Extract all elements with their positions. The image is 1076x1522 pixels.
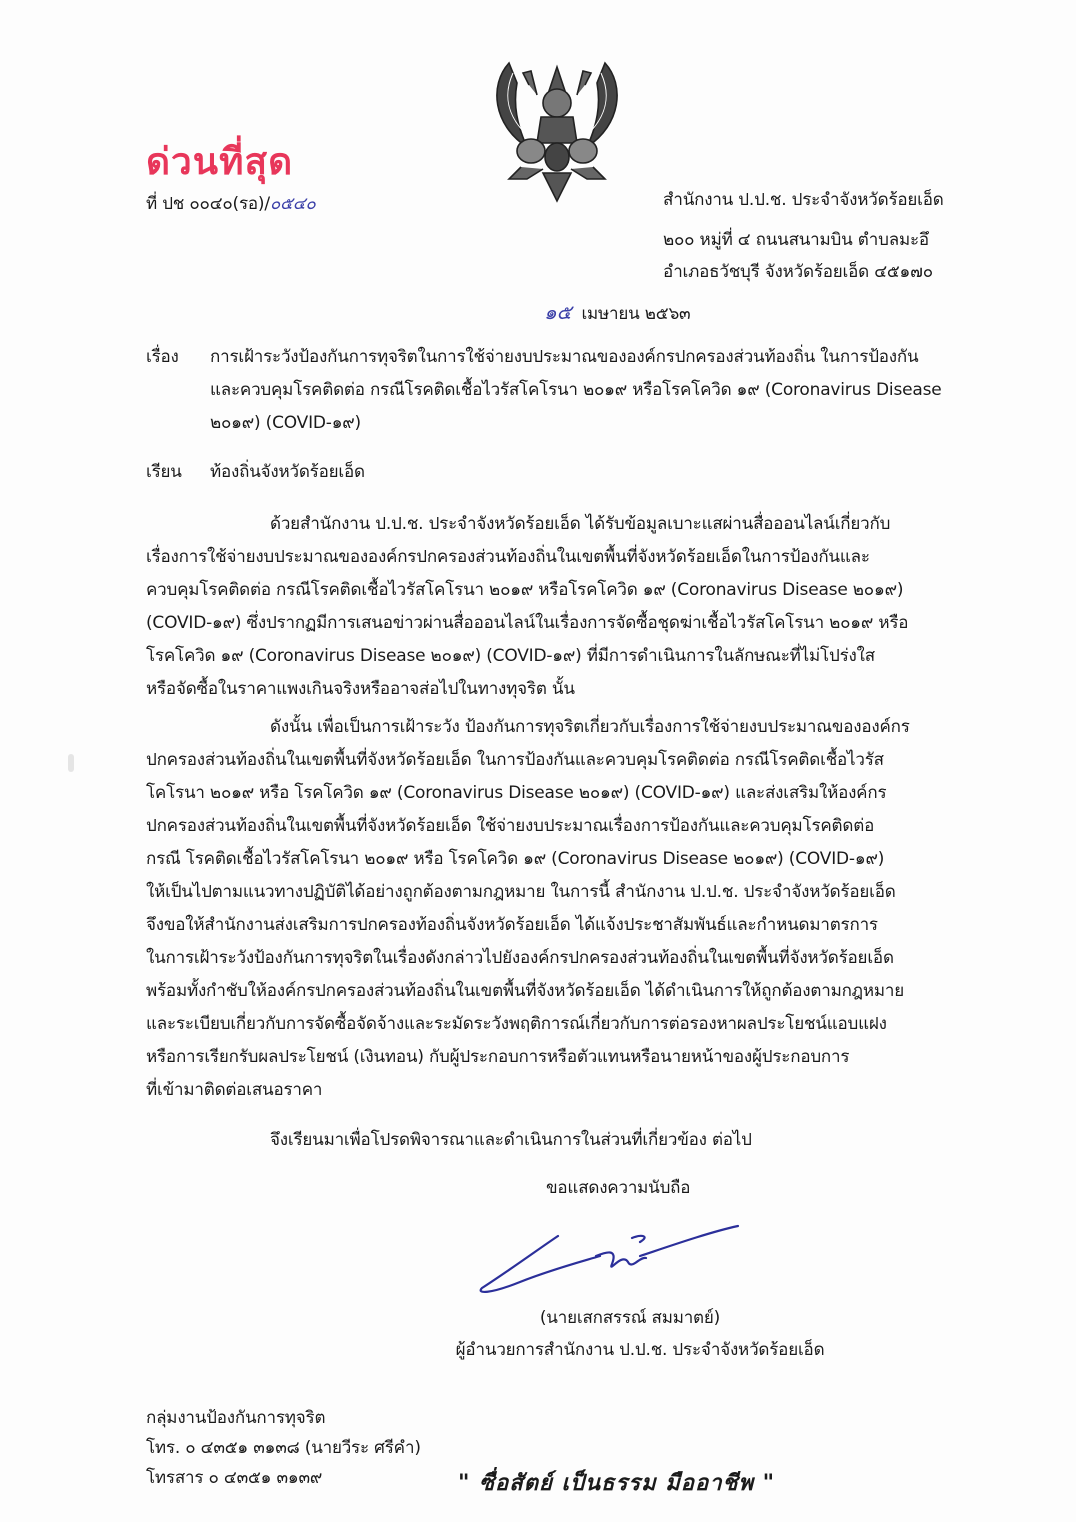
sender-address-line: สำนักงาน ป.ป.ช. ประจำจังหวัดร้อยเอ็ด xyxy=(663,190,944,210)
subject-text xyxy=(210,341,970,440)
body-line: ปกครองส่วนท้องถิ่นในเขตพื้นที่จังหวัดร้อยเอ็ด ในการป้องกันและควบคุมโรคติดต่อ กรณีโรคติดเชื้อไวรัส xyxy=(146,750,884,770)
subject-line: ๒๐๑๙) (COVID-๑๙) xyxy=(210,413,361,433)
body-line: (COVID-๑๙) ซึ่งปรากฏมีการเสนอข่าวผ่านสื่อออนไลน์ในเรื่องการจัดซื้อชุดฆ่าเชื้อไวรัสโคโรนา ๒๐๑๙ หรือ xyxy=(146,613,909,633)
body-line: ด้วยสำนักงาน ป.ป.ช. ประจำจังหวัดร้อยเอ็ด ได้รับข้อมูลเบาะแสผ่านสื่อออนไลน์เกี่ยวกับ xyxy=(270,514,891,534)
garuda-emblem-icon xyxy=(487,55,627,205)
signatory-position: ผู้อำนวยการสำนักงาน ป.ป.ช. ประจำจังหวัดร้อยเอ็ด xyxy=(455,1340,825,1360)
body-line: หรือจัดซื้อในราคาแพงเกินจริงหรืออาจส่อไปในทางทุจริต นั้น xyxy=(146,679,575,699)
body-line: ดังนั้น เพื่อเป็นการเฝ้าระวัง ป้องกันการทุจริตเกี่ยวกับเรื่องการใช้จ่ายงบประมาณขององค์กร xyxy=(270,717,910,737)
date-day-handwritten: ๑๕ xyxy=(544,300,572,324)
sender-address-line: ๒๐๐ หมู่ที่ ๔ ถนนสนามบิน ตำบลมะอึ xyxy=(663,230,929,250)
date-month-year: เมษายน ๒๕๖๓ xyxy=(581,304,691,324)
body-line: หรือการเรียกรับผลประโยชน์ (เงินทอน) กับผู้ประกอบการหรือตัวแทนหรือนายหน้าของผู้ประกอบการ xyxy=(146,1047,850,1067)
closing-request: จึงเรียนมาเพื่อโปรดพิจารณาและดำเนินการในส่วนที่เกี่ยวข้อง ต่อไป xyxy=(270,1130,752,1150)
footer-fax: โทรสาร ๐ ๔๓๕๑ ๓๑๓๙ xyxy=(146,1468,323,1488)
recipient-label: เรียน xyxy=(146,462,182,482)
footer-phone: โทร. ๐ ๔๓๕๑ ๓๑๓๘ (นายวีระ ศรีคำ) xyxy=(146,1438,421,1458)
body-line: ในการเฝ้าระวังป้องกันการทุจริตในเรื่องดังกล่าวไปยังองค์กรปกครองส่วนท้องถิ่นในเขตพื้นที่จังหวัดร้อยเอ็ด xyxy=(146,948,894,968)
body-line: ให้เป็นไปตามแนวทางปฏิบัติได้อย่างถูกต้องตามกฎหมาย ในการนี้ สำนักงาน ป.ป.ช. ประจำจังหวัดร้อยเอ็ด xyxy=(146,882,896,902)
document-number xyxy=(146,194,316,214)
handwritten-signature-icon xyxy=(350,1222,770,1302)
subject-line: การเฝ้าระวังป้องกันการทุจริตในการใช้จ่ายงบประมาณขององค์กรปกครองส่วนท้องถิ่น ในการป้องกัน xyxy=(210,347,919,367)
footer-motto: " ซื่อสัตย์ เป็นธรรม มืออาชีพ " xyxy=(458,1471,776,1496)
urgency-stamp: ด่วนที่สุด xyxy=(146,140,294,183)
recipient-value: ท้องถิ่นจังหวัดร้อยเอ็ด xyxy=(210,462,365,482)
body-line: พร้อมทั้งกำชับให้องค์กรปกครองส่วนท้องถิ่นในเขตพื้นที่จังหวัดร้อยเอ็ด ได้ดำเนินการให้ถูกต้องตามกฎหมาย xyxy=(146,981,905,1001)
scan-artifact xyxy=(68,754,74,772)
sender-address-line: อำเภอธวัชบุรี จังหวัดร้อยเอ็ด ๔๕๑๗๐ xyxy=(663,262,933,282)
body-line: ที่เข้ามาติดต่อเสนอราคา xyxy=(146,1080,323,1100)
body-line: โคโรนา ๒๐๑๙ หรือ โรคโควิด ๑๙ (Coronavirus Disease ๒๐๑๙) (COVID-๑๙) และส่งเสริมให้องค์กร xyxy=(146,783,887,803)
subject-label: เรื่อง xyxy=(146,347,179,367)
body-line: ควบคุมโรคติดต่อ กรณีโรคติดเชื้อไวรัสโคโรนา ๒๐๑๙ หรือโรคโควิด ๑๙ (Coronavirus Disease ๒๐๑๙) xyxy=(146,580,904,600)
signatory-name: (นายเสกสรรณ์ สมมาตย์) xyxy=(539,1308,721,1328)
body-line: และระเบียบเกี่ยวกับการจัดซื้อจัดจ้างและระมัดระวังพฤติการณ์เกี่ยวกับการต่อรองหาผลประโยชน์แอบแฝง xyxy=(146,1014,887,1034)
body-line: โรคโควิด ๑๙ (Coronavirus Disease ๒๐๑๙) (COVID-๑๙) ที่มีการดำเนินการในลักษณะที่ไม่โปร่งใส xyxy=(146,646,875,666)
body-line: กรณี โรคติดเชื้อไวรัสโคโรนา ๒๐๑๙ หรือ โรคโควิด ๑๙ (Coronavirus Disease ๒๐๑๙) (COVID-๑๙) xyxy=(146,849,885,869)
subject-line: และควบคุมโรคติดต่อ กรณีโรคติดเชื้อไวรัสโคโรนา ๒๐๑๙ หรือโรคโควิด ๑๙ (Coronavirus Disease xyxy=(210,380,942,400)
complimentary-close: ขอแสดงความนับถือ xyxy=(546,1178,691,1198)
document-number-prefix: ที่ ปช ๐๐๔๐(รอ)/ xyxy=(146,194,270,214)
body-line: เรื่องการใช้จ่ายงบประมาณขององค์กรปกครองส่วนท้องถิ่นในเขตพื้นที่จังหวัดร้อยเอ็ดในการป้องกันและ xyxy=(146,547,870,567)
body-line: ปกครองส่วนท้องถิ่นในเขตพื้นที่จังหวัดร้อยเอ็ด ใช้จ่ายงบประมาณเรื่องการป้องกันและควบคุมโรคติดต่อ xyxy=(146,816,875,836)
footer-department: กลุ่มงานป้องกันการทุจริต xyxy=(146,1408,326,1428)
body-paragraph-2 xyxy=(146,711,966,1107)
letter-date xyxy=(544,302,690,324)
body-paragraph-1 xyxy=(146,508,966,706)
document-number-handwritten: ๐๕๔๐ xyxy=(269,194,316,214)
body-line: จึงขอให้สำนักงานส่งเสริมการปกครองท้องถิ่นจังหวัดร้อยเอ็ด ได้แจ้งประชาสัมพันธ์และกำหนดมาตรการ xyxy=(146,915,878,935)
